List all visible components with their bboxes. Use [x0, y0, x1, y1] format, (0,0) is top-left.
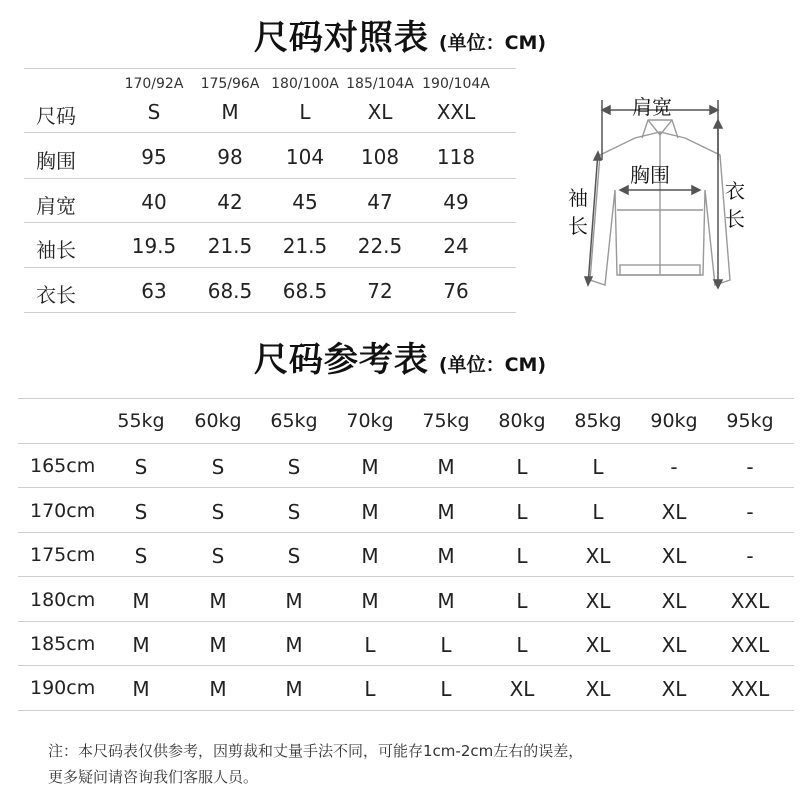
- weight-header: 60kg: [194, 410, 242, 432]
- table-cell: M: [361, 589, 379, 613]
- weight-header: 95kg: [726, 410, 774, 432]
- table-cell: M: [285, 589, 303, 613]
- table-cell: M: [132, 633, 150, 657]
- table-cell: XL: [585, 677, 611, 701]
- weight-header: 65kg: [270, 410, 318, 432]
- row-label: 袖长: [36, 238, 76, 262]
- table-cell: 95: [141, 145, 167, 169]
- table-cell: M: [285, 677, 303, 701]
- table-cell: L: [440, 677, 452, 701]
- table-cell: M: [437, 544, 455, 568]
- diagram-label-sleeve-1: 袖: [568, 186, 588, 210]
- spec-header: 170/92A: [124, 76, 184, 92]
- table-cell: 63: [141, 279, 167, 303]
- footnote-line-2: 更多疑问请咨询我们客服人员。: [48, 768, 259, 786]
- footnote-line-1: 注：本尺码表仅供参考，因剪裁和丈量手法不同，可能存1cm-2cm左右的误差，: [48, 742, 584, 760]
- weight-header: 90kg: [650, 410, 698, 432]
- table-divider: [18, 576, 794, 577]
- table-cell: S: [134, 500, 148, 524]
- table-cell: M: [285, 633, 303, 657]
- table-cell: 76: [443, 279, 469, 303]
- weight-header: 80kg: [498, 410, 546, 432]
- table-cell: 22.5: [357, 234, 403, 258]
- table-divider: [18, 665, 794, 666]
- length-measure-arrow: [714, 120, 722, 288]
- row-label: 衣长: [36, 283, 76, 307]
- table-cell: S: [287, 544, 301, 568]
- table-cell: M: [209, 633, 227, 657]
- table-cell: M: [361, 544, 379, 568]
- table-cell: -: [670, 455, 678, 479]
- row-label: 尺码: [36, 104, 76, 128]
- table-cell: XXL: [730, 589, 770, 613]
- table-divider: [24, 178, 516, 179]
- table-cell: XL: [661, 633, 687, 657]
- table-cell: XL: [585, 589, 611, 613]
- height-label: 175cm: [30, 544, 96, 566]
- size-chart-unit: (单位：CM): [438, 32, 547, 54]
- table-cell: S: [287, 455, 301, 479]
- table-cell: 68.5: [207, 279, 253, 303]
- table-cell: XXL: [730, 677, 770, 701]
- table-cell: L: [516, 500, 528, 524]
- table-divider: [18, 443, 794, 444]
- table-divider: [24, 222, 516, 223]
- table-cell: L: [516, 589, 528, 613]
- table-cell: -: [746, 500, 754, 524]
- table-cell: XXL: [730, 633, 770, 657]
- table-cell: XL: [661, 589, 687, 613]
- reference-chart-unit: (单位：CM): [438, 354, 547, 376]
- table-cell: 104: [285, 145, 325, 169]
- table-cell: M: [221, 100, 239, 124]
- height-label: 185cm: [30, 633, 96, 655]
- table-cell: XL: [509, 677, 535, 701]
- height-label: 165cm: [30, 455, 96, 477]
- table-cell: 118: [436, 145, 476, 169]
- table-cell: 24: [443, 234, 469, 258]
- table-cell: 49: [443, 190, 469, 214]
- table-cell: M: [361, 500, 379, 524]
- table-cell: XL: [367, 100, 393, 124]
- table-cell: -: [746, 544, 754, 568]
- table-cell: L: [440, 633, 452, 657]
- reference-chart-title: 尺码参考表: [253, 340, 429, 380]
- row-label: 胸围: [36, 149, 76, 173]
- diagram-label-length-2: 长: [725, 207, 745, 231]
- weight-header: 75kg: [422, 410, 470, 432]
- diagram-label-chest: 胸围: [630, 163, 670, 187]
- reference-chart-heading: [0, 332, 800, 381]
- table-cell: S: [134, 455, 148, 479]
- table-cell: M: [361, 455, 379, 479]
- table-cell: XL: [661, 677, 687, 701]
- height-label: 170cm: [30, 500, 96, 522]
- row-label: 肩宽: [36, 194, 76, 218]
- spec-header: 190/104A: [422, 76, 490, 92]
- table-cell: M: [437, 589, 455, 613]
- table-cell: -: [746, 455, 754, 479]
- table-cell: L: [592, 500, 604, 524]
- table-cell: L: [516, 633, 528, 657]
- jacket-outline-icon: [590, 120, 730, 285]
- table-cell: 45: [292, 190, 318, 214]
- table-cell: 47: [367, 190, 393, 214]
- table-cell: 42: [217, 190, 243, 214]
- table-cell: L: [364, 677, 376, 701]
- spec-header: 185/104A: [346, 76, 414, 92]
- table-cell: S: [211, 500, 225, 524]
- table-cell: L: [516, 544, 528, 568]
- table-cell: L: [592, 455, 604, 479]
- table-cell: XL: [585, 633, 611, 657]
- weight-header: 85kg: [574, 410, 622, 432]
- diagram-label-sleeve-2: 长: [568, 214, 588, 238]
- weight-header: 70kg: [346, 410, 394, 432]
- table-cell: S: [287, 500, 301, 524]
- table-cell: M: [209, 589, 227, 613]
- table-divider: [24, 312, 516, 313]
- table-divider: [24, 267, 516, 268]
- diagram-label-length-1: 衣: [725, 179, 745, 203]
- table-divider: [18, 532, 794, 533]
- table-cell: S: [211, 455, 225, 479]
- garment-diagram: [560, 80, 760, 300]
- table-cell: S: [147, 100, 161, 124]
- table-cell: M: [132, 589, 150, 613]
- table-cell: S: [211, 544, 225, 568]
- table-divider: [24, 132, 516, 133]
- table-cell: 40: [141, 190, 167, 214]
- table-divider: [18, 398, 794, 399]
- spec-header: 180/100A: [271, 76, 339, 92]
- footnote: [48, 738, 583, 790]
- table-cell: XL: [661, 500, 687, 524]
- table-cell: S: [134, 544, 148, 568]
- size-chart-heading: [0, 10, 800, 59]
- weight-header: 55kg: [117, 410, 165, 432]
- table-cell: 72: [367, 279, 393, 303]
- diagram-label-shoulder: 肩宽: [632, 95, 672, 119]
- table-divider: [24, 68, 516, 69]
- table-cell: L: [299, 100, 311, 124]
- table-cell: L: [364, 633, 376, 657]
- table-cell: M: [132, 677, 150, 701]
- table-cell: 21.5: [207, 234, 253, 258]
- height-label: 190cm: [30, 677, 96, 699]
- table-divider: [18, 621, 794, 622]
- table-cell: L: [516, 455, 528, 479]
- table-cell: M: [437, 500, 455, 524]
- table-cell: XL: [661, 544, 687, 568]
- table-cell: M: [437, 455, 455, 479]
- table-cell: 68.5: [282, 279, 328, 303]
- spec-header: 175/96A: [200, 76, 260, 92]
- table-cell: 108: [360, 145, 400, 169]
- table-cell: XXL: [436, 100, 476, 124]
- table-cell: M: [209, 677, 227, 701]
- table-cell: XL: [585, 544, 611, 568]
- table-divider: [18, 487, 794, 488]
- table-divider: [18, 710, 794, 711]
- size-chart-title: 尺码对照表: [253, 18, 429, 58]
- height-label: 180cm: [30, 589, 96, 611]
- table-cell: 19.5: [131, 234, 177, 258]
- table-cell: 21.5: [282, 234, 328, 258]
- table-cell: 98: [217, 145, 243, 169]
